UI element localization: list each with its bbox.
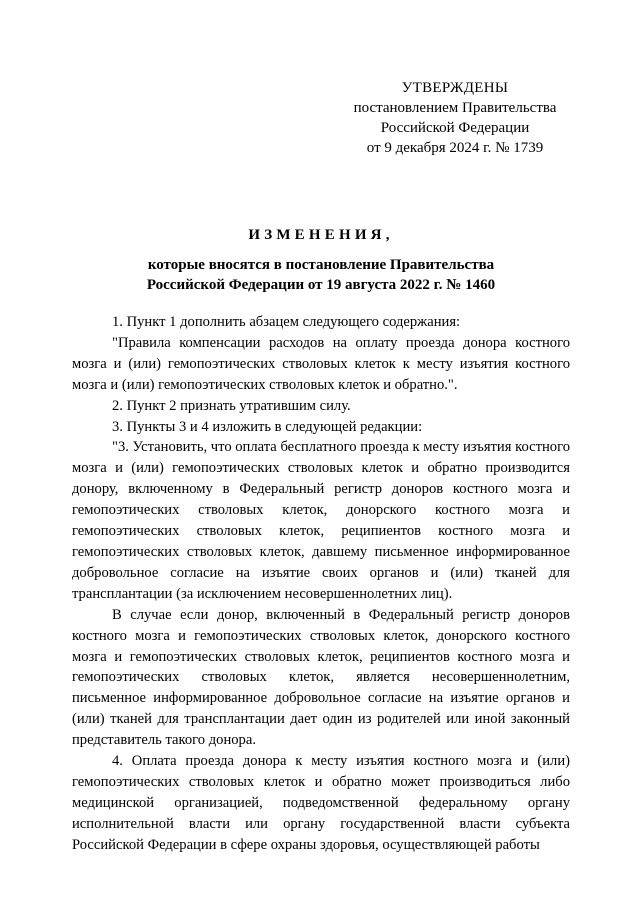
approval-line-3: от 9 декабря 2024 г. № 1739 — [366, 140, 544, 156]
document-body — [72, 312, 570, 856]
paragraph: 4. Оплата проезда донора к месту изъятия костного мозга и (или) гемопоэтических стволовых клеток и обратно может производиться либо медицинской организацией, подведомственной федеральному органу исполнительной власти или органу государственной власти субъекта Российской Федерации в сфере охраны здоровья, осуществляющей работы — [72, 753, 570, 853]
paragraph: "Правила компенсации расходов на оплату проезда донора костного мозга и (или) гемопоэтических стволовых клеток к месту изъятия костного мозга и (или) гемопоэтических стволовых клеток и обратно.". — [72, 334, 570, 393]
paragraph: 1. Пункт 1 дополнить абзацем следующего содержания: — [112, 314, 461, 330]
approval-heading: УТВЕРЖДЕНЫ — [401, 80, 509, 96]
approval-line-1: постановлением Правительства — [353, 100, 557, 116]
approval-line-2: Российской Федерации — [380, 120, 530, 136]
title-sub-1: которые вносятся в постановление Правительства — [147, 257, 495, 273]
title-sub-2: Российской Федерации от 19 августа 2022 г. № 1460 — [146, 277, 496, 293]
paragraph: В случае если донор, включенный в Федеральный регистр доноров костного мозга и гемопоэтических стволовых клеток, донорского костного мозга и гемопоэтических стволовых клеток, реципиентов костного мозга и гемопоэтических стволовых клеток, является несовершеннолетним, письменное информированное добровольное согласие на изъятие органов и (или) тканей для трансплантации дает один из родителей или иной законный представитель такого донора. — [72, 606, 570, 749]
document-title — [72, 225, 570, 295]
paragraph: 3. Пункты 3 и 4 изложить в следующей редакции: — [112, 418, 423, 435]
paragraph: "3. Установить, что оплата бесплатного проезда к месту изъятия костного мозга и (или) гемопоэтических стволовых клеток и обратно производится донору, включенному в Федеральный регистр доноров костного мозга и гемопоэтических стволовых клеток, донорского костного мозга и гемопоэтических стволовых клеток, реципиентов костного мозга и гемопоэтических стволовых клеток, давшему письменное информированное добровольное согласие на изъятие своих органов и (или) тканей для трансплантации (за исключением несовершеннолетних лиц). — [72, 439, 570, 602]
approval-stamp — [330, 78, 580, 158]
paragraph: 2. Пункт 2 признать утратившим силу. — [112, 397, 351, 414]
title-main: ИЗМЕНЕНИЯ, — [248, 227, 394, 243]
